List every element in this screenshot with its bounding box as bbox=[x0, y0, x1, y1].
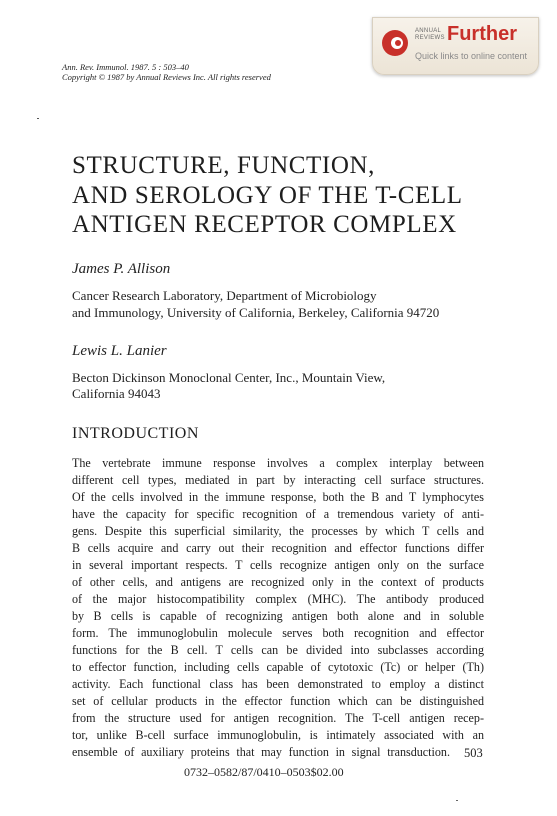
body-text-line: to effector function, including cells capable of cytotoxic (Tc) or helper (Th) bbox=[72, 660, 484, 674]
body-text-line: activity. Each functional class has been demonstrated to employ a distinct bbox=[72, 677, 484, 691]
author-name: James P. Allison bbox=[72, 261, 171, 277]
author-affiliation-line: Becton Dickinson Monoclonal Center, Inc., Mountain View, bbox=[72, 370, 386, 385]
copyright-notice: Copyright © 1987 by Annual Reviews Inc. All rights reserved bbox=[62, 72, 271, 82]
body-text-line: The vertebrate immune response involves a complex interplay between bbox=[72, 456, 484, 470]
body-text-line: form. The immunoglobulin molecule serves both recognition and effector bbox=[72, 626, 484, 640]
further-banner[interactable] bbox=[372, 17, 539, 75]
body-text-line: in several important respects. T cells recognize antigen only on the surface bbox=[72, 558, 484, 572]
section-heading: INTRODUCTION bbox=[72, 425, 199, 442]
body-text-line: by B cells is capable of recognizing antigen both alone and in soluble bbox=[72, 609, 484, 623]
body-text-line: of the major histocompatibility complex (MHC). The antibody produced bbox=[72, 592, 484, 606]
annual-reviews-brand bbox=[415, 28, 443, 41]
body-text-line: set of cellular products in the effector function which can be distinguished bbox=[72, 694, 484, 708]
body-text-line: Of the cells involved in the immune response, both the B and T lymphocytes bbox=[72, 490, 484, 504]
scan-mark bbox=[456, 800, 458, 801]
body-text-line: tor, unlike B-cell surface immunoglobulin, is intimately associated with an bbox=[72, 728, 484, 742]
article-title-line: STRUCTURE, FUNCTION, bbox=[72, 152, 375, 179]
journal-citation: Ann. Rev. Immunol. 1987. 5 : 503–40 bbox=[62, 62, 189, 72]
body-text-line: B cells acquire and carry out their recognition and effector functions differ bbox=[72, 541, 484, 555]
further-label[interactable]: Further bbox=[447, 23, 517, 45]
scan-mark bbox=[37, 118, 39, 119]
author-affiliation-line: Cancer Research Laboratory, Department of Microbiology bbox=[72, 288, 377, 303]
author-affiliation-line: and Immunology, University of California, Berkeley, California 94720 bbox=[72, 305, 440, 320]
body-text-line: of other cells, and antigens are recognized only in the context of products bbox=[72, 575, 484, 589]
body-text-line: ensemble of auxiliary proteins that may function in signal transduction. bbox=[72, 745, 450, 759]
body-text-line: gens. Despite this superficial similarity, the processes by which T cells and bbox=[72, 524, 484, 538]
article-title-line: ANTIGEN RECEPTOR COMPLEX bbox=[72, 211, 457, 238]
author-affiliation-line: California 94043 bbox=[72, 386, 161, 401]
author-name: Lewis L. Lanier bbox=[72, 343, 167, 359]
further-tagline[interactable]: Quick links to online content bbox=[415, 51, 528, 61]
article-title-line: AND SEROLOGY OF THE T-CELL bbox=[72, 182, 463, 209]
body-text-line: functions for the B cell. T cells can be divided into subclasses according bbox=[72, 643, 484, 657]
brand-line-2: REVIEWS bbox=[415, 34, 445, 41]
issn-price-line: 0732–0582/87/0410–0503$02.00 bbox=[184, 765, 344, 779]
body-text-line: have the capacity for specific recognition of a tremendous variety of anti- bbox=[72, 507, 484, 521]
body-text-line: different cell types, mediated in part by interacting cell surface structures. bbox=[72, 473, 484, 487]
brand-line-1: ANNUAL bbox=[415, 28, 442, 34]
page-number: 503 bbox=[464, 746, 483, 760]
body-text-line: from the structure used for antigen recognition. The T-cell antigen recep- bbox=[72, 711, 484, 725]
annual-reviews-logo-icon bbox=[382, 30, 408, 56]
